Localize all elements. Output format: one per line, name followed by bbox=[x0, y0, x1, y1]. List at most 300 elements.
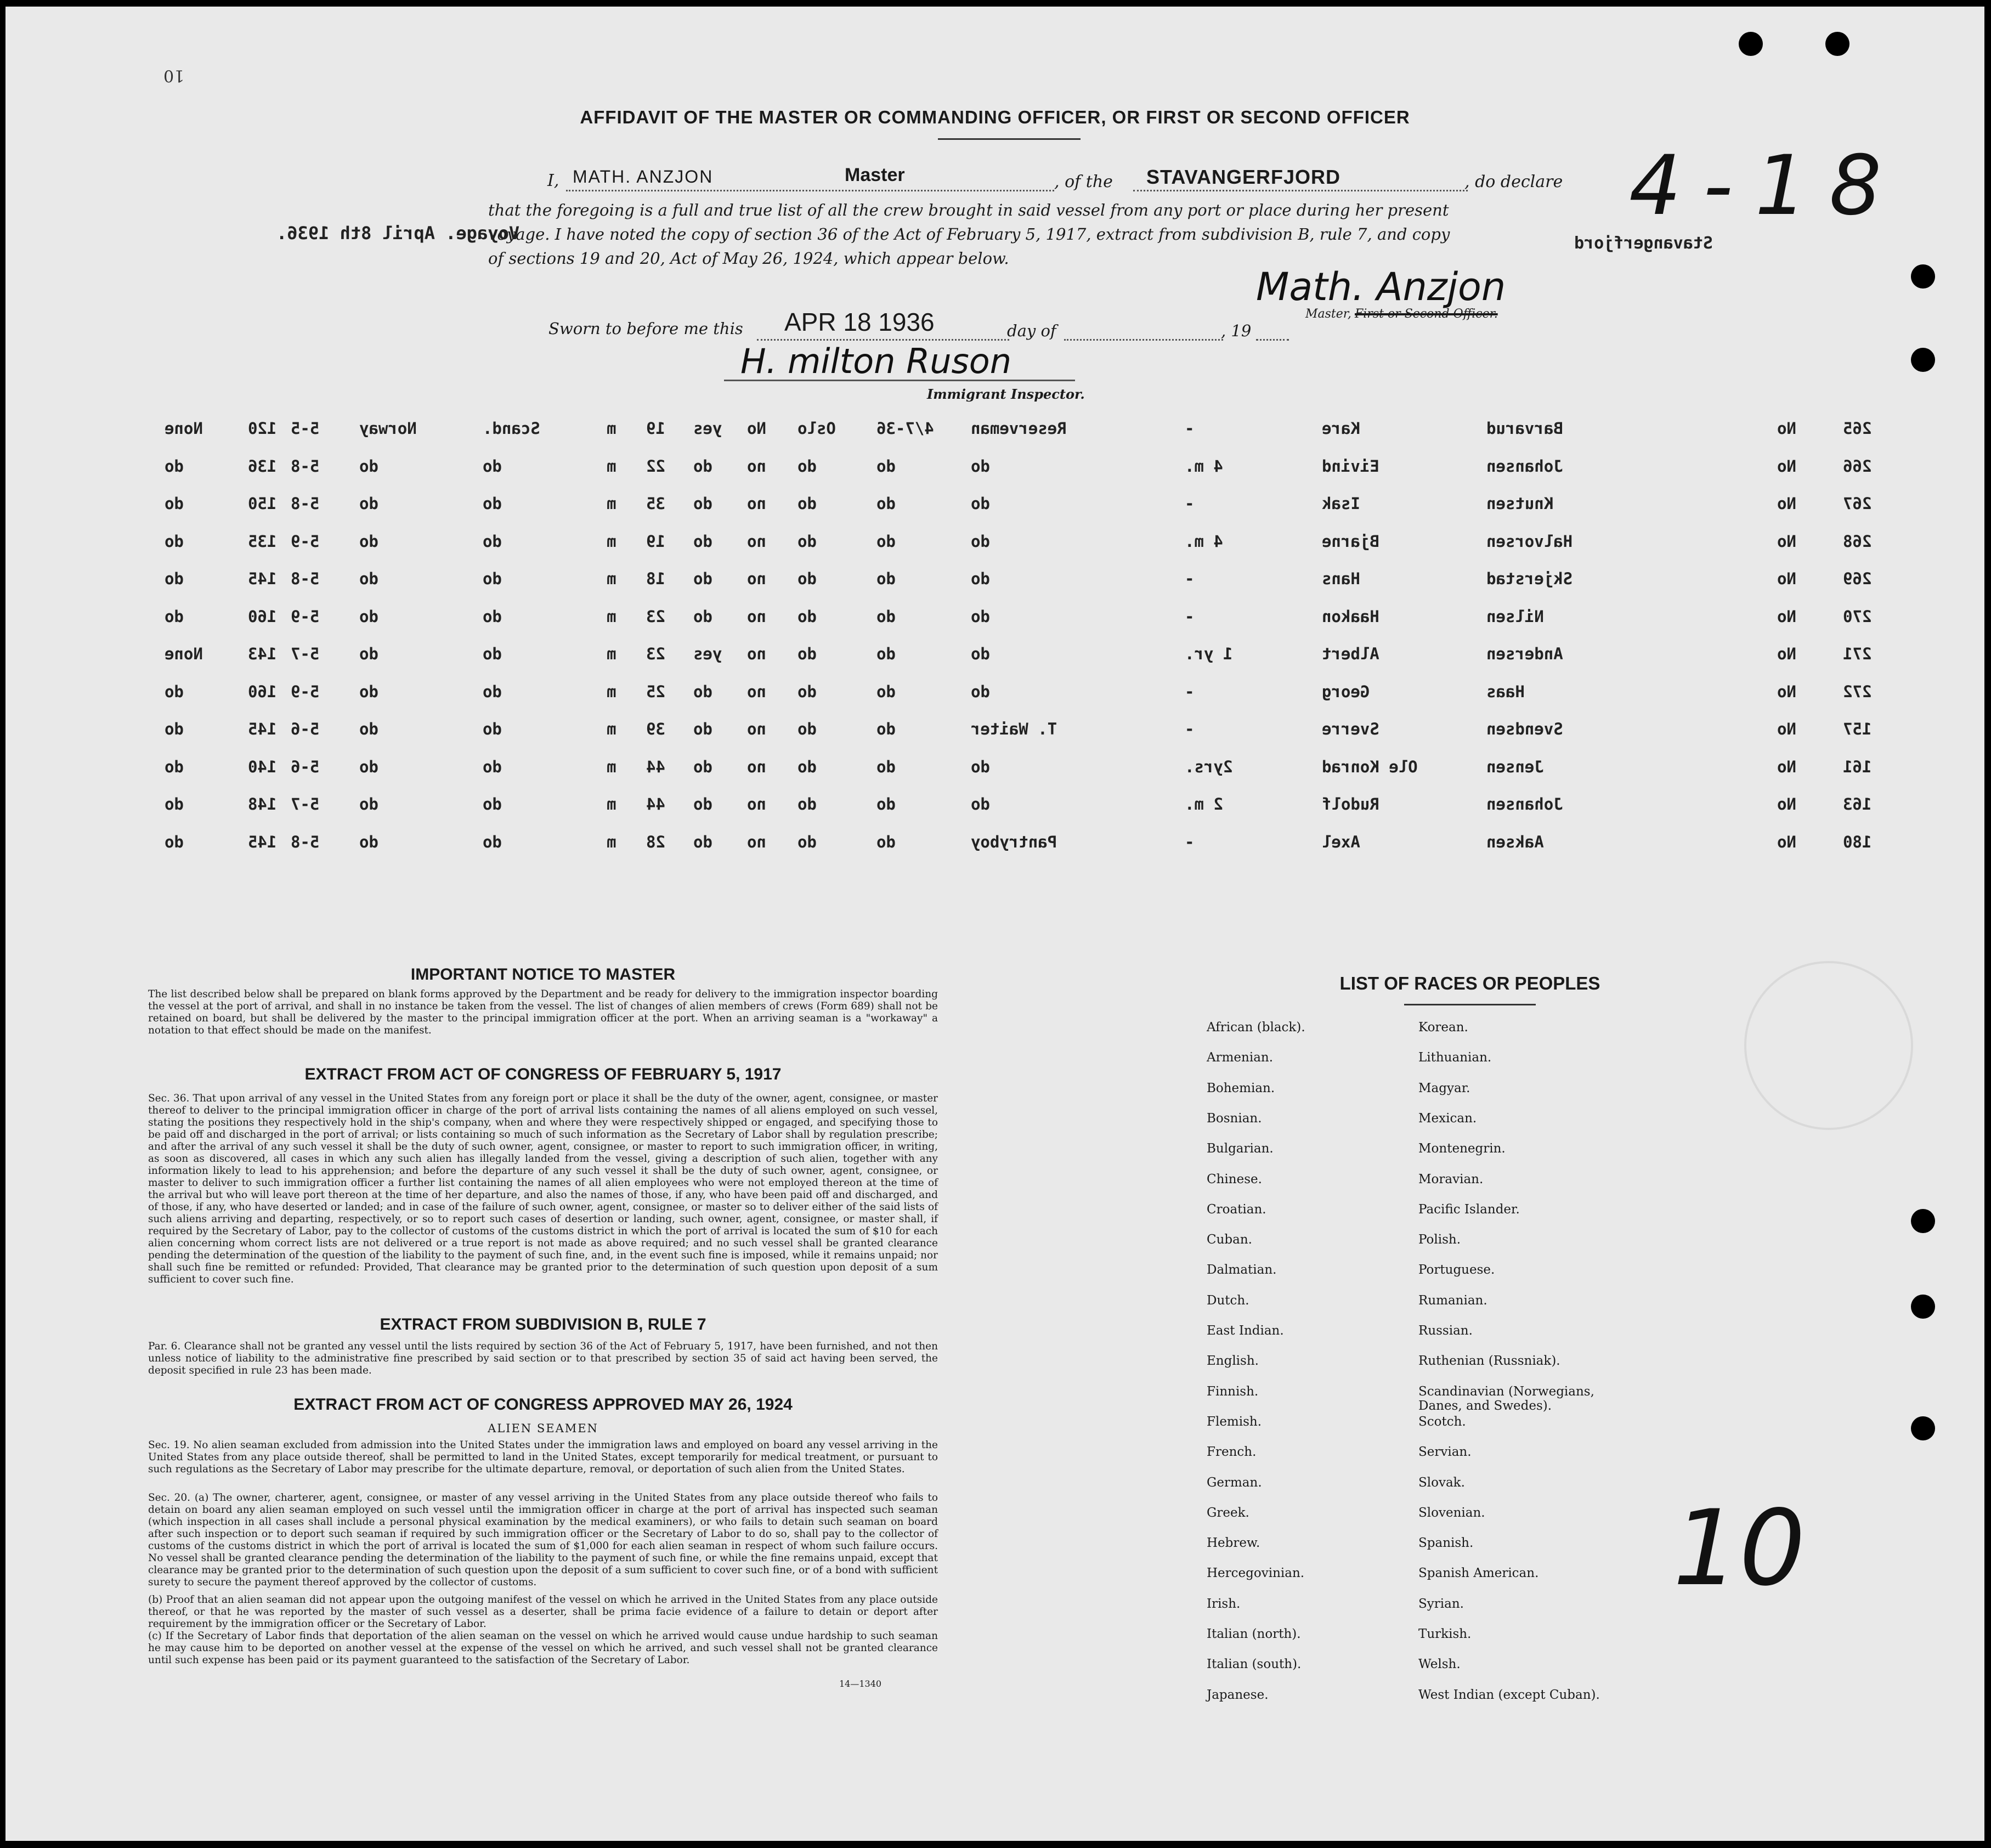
crew-cell-last: Johansen bbox=[1486, 456, 1563, 476]
crew-cell-last: Skjerstad bbox=[1486, 569, 1573, 588]
crew-cell-age-note: 1 yr. bbox=[1185, 645, 1233, 663]
crew-cell-age-note: 2yrs. bbox=[1185, 757, 1233, 776]
race-item: Russian. bbox=[1418, 1324, 1473, 1338]
crew-cell-age: 44 bbox=[646, 795, 665, 813]
crew-cell-country: Norway bbox=[359, 419, 417, 438]
crew-cell-occ: do bbox=[971, 456, 990, 476]
races-title: LIST OF RACES OR PEOPLES bbox=[1339, 973, 1600, 993]
rule-7-title: EXTRACT FROM SUBDIVISION B, RULE 7 bbox=[380, 1315, 706, 1333]
race-item: Portuguese. bbox=[1418, 1263, 1495, 1278]
crew-cell-height: 5-9 bbox=[291, 682, 320, 701]
master-caption: Master, bbox=[1305, 307, 1351, 321]
crew-cell-date: do bbox=[876, 494, 896, 513]
race-item: Chinese. bbox=[1207, 1172, 1262, 1186]
crew-cell-ref: 269 bbox=[1843, 569, 1872, 588]
race-item: Slovenian. bbox=[1418, 1505, 1485, 1520]
crew-cell-nat: do bbox=[483, 532, 502, 551]
crew-cell-nat: do bbox=[483, 795, 502, 813]
extract-1924-title: EXTRACT FROM ACT OF CONGRESS APPROVED MAY 26, 1924 bbox=[293, 1395, 793, 1414]
race-item: Polish. bbox=[1418, 1233, 1461, 1247]
crew-cell-height: 5-8 bbox=[291, 569, 320, 588]
year-label: , 19 bbox=[1221, 321, 1252, 340]
crew-cell-ans2: do bbox=[693, 832, 712, 851]
race-item: Italian (north). bbox=[1207, 1627, 1301, 1641]
handwritten-top-right: 4-18 bbox=[1629, 138, 1904, 234]
crew-cell-no: No bbox=[1777, 494, 1796, 513]
crew-cell-age-note: 2 m. bbox=[1185, 795, 1223, 813]
day-of-label: day of bbox=[1007, 321, 1056, 340]
crew-cell-mark: do bbox=[165, 569, 184, 588]
crew-cell-age: 23 bbox=[646, 607, 665, 626]
punch-hole bbox=[1911, 1416, 1935, 1440]
of-the-label: , of the bbox=[1054, 172, 1113, 191]
race-item: Bohemian. bbox=[1207, 1081, 1275, 1095]
inspector-signature-line bbox=[724, 380, 1075, 381]
race-item: Mexican. bbox=[1418, 1111, 1477, 1126]
crew-cell-occ: do bbox=[971, 757, 990, 776]
crew-cell-port: do bbox=[797, 720, 817, 738]
crew-cell-nat: do bbox=[483, 569, 502, 588]
race-item: Rumanian. bbox=[1418, 1293, 1487, 1308]
crew-cell-mark: do bbox=[165, 456, 184, 476]
crew-cell-ref: 270 bbox=[1843, 607, 1872, 626]
crew-cell-ref: 157 bbox=[1843, 720, 1872, 738]
crew-cell-mark: do bbox=[165, 494, 184, 513]
crew-cell-occ: do bbox=[971, 532, 990, 551]
do-declare-label: , do declare bbox=[1464, 172, 1563, 191]
crew-cell-country: do bbox=[359, 645, 378, 663]
crew-cell-last: Johansen bbox=[1486, 795, 1563, 813]
extract-1917-title: EXTRACT FROM ACT OF CONGRESS OF FEBRUARY 5, 1917 bbox=[304, 1065, 782, 1083]
crew-cell-age: 23 bbox=[646, 645, 665, 663]
crew-cell-ans1: no bbox=[747, 569, 766, 588]
crew-cell-ans2: do bbox=[693, 720, 712, 738]
crew-cell-country: do bbox=[359, 757, 378, 776]
notice-title: IMPORTANT NOTICE TO MASTER bbox=[410, 965, 676, 984]
crew-cell-first: Sverre bbox=[1322, 720, 1379, 738]
punch-hole bbox=[1911, 1295, 1935, 1319]
race-item: Slovak. bbox=[1418, 1475, 1465, 1490]
i-label: I, bbox=[547, 171, 559, 190]
crew-cell-height: 5-8 bbox=[291, 832, 320, 851]
document-page bbox=[5, 7, 1984, 1841]
crew-cell-occ: do bbox=[971, 795, 990, 813]
crew-cell-age-note: 4 m. bbox=[1185, 456, 1223, 476]
crew-cell-ans1: no bbox=[747, 682, 766, 701]
crew-cell-ans1: no bbox=[747, 532, 766, 551]
crew-cell-height: 5-9 bbox=[291, 607, 320, 626]
crew-cell-occ: do bbox=[971, 607, 990, 626]
race-item: Greek. bbox=[1207, 1505, 1249, 1520]
sec-20c-text: (c) If the Secretary of Labor finds that deportation of the alien seaman on the vessel on which he arrived would cause undue hardship to such seaman he may cause him to be deported on another vessel at the expense of the vessel on which he arrived, and such vessel shall not be granted clearance until such expense has been paid or its payment guaranteed to the satisfaction of the Secretary of Labor. bbox=[148, 1630, 938, 1666]
crew-cell-no: No bbox=[1777, 720, 1796, 738]
day-of-line bbox=[1064, 317, 1223, 341]
crew-cell-sex: m bbox=[607, 645, 616, 663]
crew-cell-first: Isak bbox=[1322, 494, 1360, 513]
crew-cell-ref: 268 bbox=[1843, 532, 1872, 551]
crew-cell-ref: 266 bbox=[1843, 456, 1872, 476]
crew-cell-date: do bbox=[876, 569, 896, 588]
inspector-signature: H. milton Ruson bbox=[740, 341, 1012, 381]
race-item: Pacific Islander. bbox=[1418, 1202, 1520, 1217]
crew-cell-nat: do bbox=[483, 832, 502, 851]
crew-cell-sex: m bbox=[607, 607, 616, 626]
race-item: Servian. bbox=[1418, 1445, 1472, 1460]
crew-cell-mark: do bbox=[165, 832, 184, 851]
extract-1917-text: Sec. 36. That upon arrival of any vessel in the United States from any foreign port or place it shall be the duty of the owner, agent, consignee, or master thereof to deliver to the principal immigration officer in charge of the port of arrival lists containing the names of all aliens employed on such vessel, stating the positions they respectively hold in the ship's company, when and where they were respectively shipped or engaged, and specifying those to be paid off and discharged in the port of arrival; or lists containing so much of such information as the Secretary of Labor shall by regulation prescribe; and after the arrival of any such vessel it shall be the duty of such owner, agent, consignee, or master to report to such immigration officer, in writing, as soon as discovered, all cases in which any such alien has illegally landed from the vessel, giving a description of such alien, together with any information likely to lead to his apprehension; and before the departure of any such vessel it shall be the duty of such owner, agent, consignee, or master to deliver to such immigration officer a further list containing the names of all alien employees who were not employed thereon at the time of the arrival but who will leave port thereon at the time of her departure, and also the names of those, if any, who have been paid off and discharged, and of those, if any, who have deserted or landed; and in case of the failure of such owner, agent, consignee, or master so to deliver either of the said lists of such aliens arriving and departing, respectively, or so to report such cases of desertion or landing, such owner, agent, consignee, or master shall, if required by the Secretary of Labor, pay to the collector of customs of the customs district in which the port of arrival is located the sum of $10 for each alien concerning whom correct lists are not delivered or a true report is not made as above required; and no such vessel shall be granted clearance pending the determination of the question of the liability to the payment of such fine, and, in the event such fine is imposed, while it remains unpaid; nor shall such fine be remitted or refunded: Provided, That clearance may be granted prior to the determination of such question upon deposit of a sum sufficient to cover such fine. bbox=[148, 1093, 938, 1285]
crew-cell-nat: do bbox=[483, 645, 502, 663]
crew-cell-port: do bbox=[797, 456, 817, 476]
crew-cell-mark: do bbox=[165, 795, 184, 813]
crew-cell-first: Rudolf bbox=[1322, 795, 1379, 813]
crew-cell-nat: do bbox=[483, 757, 502, 776]
master-name: MATH. ANZJON bbox=[573, 167, 714, 187]
crew-cell-country: do bbox=[359, 456, 378, 476]
crew-cell-first: Axel bbox=[1322, 832, 1360, 851]
crew-cell-nat: do bbox=[483, 456, 502, 476]
punch-hole bbox=[1911, 264, 1935, 289]
crew-row bbox=[132, 532, 1872, 554]
crew-cell-age: 25 bbox=[646, 682, 665, 701]
crew-cell-age: 18 bbox=[646, 569, 665, 588]
crew-row bbox=[132, 720, 1872, 742]
crew-cell-weight: 145 bbox=[248, 569, 277, 588]
crew-cell-last: Halvorsen bbox=[1486, 532, 1573, 551]
crew-cell-occ: Reserveman bbox=[971, 419, 1067, 438]
race-item: Scotch. bbox=[1418, 1414, 1466, 1429]
crew-cell-weight: 120 bbox=[248, 419, 277, 438]
crew-cell-ans1: no bbox=[747, 456, 766, 476]
crew-cell-ans2: do bbox=[693, 569, 712, 588]
crew-cell-port: do bbox=[797, 494, 817, 513]
punch-hole bbox=[1825, 32, 1849, 56]
crew-cell-country: do bbox=[359, 569, 378, 588]
sworn-date-stamp: APR 18 1936 bbox=[784, 308, 935, 336]
affidavit-line-3: voyage. I have noted the copy of section 36 of the Act of February 5, 1917, extract from subdivision B, rule 7, and copy bbox=[488, 225, 1450, 244]
crew-cell-ans2: do bbox=[693, 494, 712, 513]
embossed-seal bbox=[1744, 961, 1913, 1130]
crew-cell-last: Aaksen bbox=[1486, 832, 1544, 851]
crew-cell-first: Ole Konrad bbox=[1322, 757, 1418, 776]
race-item: Bulgarian. bbox=[1207, 1141, 1274, 1156]
crew-cell-weight: 160 bbox=[248, 607, 277, 626]
affidavit-title: AFFIDAVIT OF THE MASTER OR COMMANDING OFFICER, OR FIRST OR SECOND OFFICER bbox=[580, 107, 1410, 127]
crew-cell-no: No bbox=[1777, 456, 1796, 476]
crew-cell-weight: 145 bbox=[248, 832, 277, 851]
crew-cell-no: No bbox=[1777, 682, 1796, 701]
crew-cell-ans1: no bbox=[747, 720, 766, 738]
title-divider bbox=[938, 138, 1081, 140]
crew-cell-ans2: do bbox=[693, 532, 712, 551]
crew-cell-sex: m bbox=[607, 720, 616, 738]
crew-cell-ans2: yes bbox=[693, 645, 722, 663]
crew-row bbox=[132, 607, 1872, 629]
crew-cell-ans1: no bbox=[747, 494, 766, 513]
crew-cell-port: do bbox=[797, 682, 817, 701]
race-item: West Indian (except Cuban). bbox=[1418, 1687, 1600, 1702]
crew-cell-height: 5-6 bbox=[291, 757, 320, 776]
crew-cell-weight: 148 bbox=[248, 795, 277, 813]
crew-cell-no: No bbox=[1777, 795, 1796, 813]
crew-cell-occ: T. Waiter bbox=[971, 720, 1057, 738]
crew-cell-height: 5-5 bbox=[291, 419, 320, 438]
crew-cell-first: Georg bbox=[1322, 682, 1370, 701]
sec-19-text: Sec. 19. No alien seaman excluded from admission into the United States under the immigration laws and employed on board any vessel arriving in the United States from any place outside thereof, shall be permitted to land in the United States, except temporarily for medical treatment, or pursuant to such regulations as the Secretary of Labor may prescribe for the ultimate departure, removal, or deportation of such alien from the United States. bbox=[148, 1439, 938, 1475]
crew-cell-age: 22 bbox=[646, 456, 665, 476]
crew-cell-mark: do bbox=[165, 532, 184, 551]
crew-cell-weight: 136 bbox=[248, 456, 277, 476]
race-item: Croatian. bbox=[1207, 1202, 1266, 1217]
crew-row bbox=[132, 456, 1872, 479]
race-item: Ruthenian (Russniak). bbox=[1418, 1354, 1560, 1369]
handwritten-bottom-right: 10 bbox=[1673, 1488, 1806, 1609]
crew-cell-ref: 272 bbox=[1843, 682, 1872, 701]
crew-row bbox=[132, 757, 1872, 779]
crew-cell-port: do bbox=[797, 532, 817, 551]
crew-cell-first: Albert bbox=[1322, 645, 1379, 663]
crew-row bbox=[132, 569, 1872, 591]
crew-cell-height: 5-6 bbox=[291, 720, 320, 738]
crew-cell-occ: Pantryboy bbox=[971, 832, 1057, 851]
crew-cell-ans2: do bbox=[693, 757, 712, 776]
race-item: Dalmatian. bbox=[1207, 1263, 1277, 1278]
crew-cell-no: No bbox=[1777, 419, 1796, 438]
crew-cell-height: 5-9 bbox=[291, 532, 320, 551]
sec-20b-text: (b) Proof that an alien seaman did not appear upon the outgoing manifest of the vessel on which he arrived in the United States from any place outside thereof, or that he was reported by the master of such vessel as a deserter, shall be prima facie evidence of a failure to detain or deport after requirement by the immigration officer or the Secretary of Labor. bbox=[148, 1594, 938, 1630]
crew-row bbox=[132, 494, 1872, 516]
crew-cell-age-note: - bbox=[1185, 832, 1195, 851]
crew-cell-port: do bbox=[797, 569, 817, 588]
crew-cell-port: do bbox=[797, 795, 817, 813]
crew-cell-last: Haas bbox=[1486, 682, 1525, 701]
crew-cell-weight: 143 bbox=[248, 645, 277, 663]
crew-cell-country: do bbox=[359, 720, 378, 738]
crew-cell-age: 19 bbox=[646, 419, 665, 438]
race-item: Magyar. bbox=[1418, 1081, 1470, 1095]
crew-cell-nat: do bbox=[483, 720, 502, 738]
crew-cell-first: Kare bbox=[1322, 419, 1360, 438]
crew-cell-last: Svendsen bbox=[1486, 720, 1563, 738]
crew-cell-ref: 180 bbox=[1843, 832, 1872, 851]
sworn-label: Sworn to before me this bbox=[548, 319, 743, 338]
crew-row bbox=[132, 645, 1872, 666]
crew-cell-country: do bbox=[359, 532, 378, 551]
crew-cell-sex: m bbox=[607, 757, 616, 776]
crew-cell-date: 4/7-36 bbox=[876, 419, 934, 438]
crew-cell-sex: m bbox=[607, 795, 616, 813]
crew-row bbox=[132, 419, 1872, 441]
race-item: Welsh. bbox=[1418, 1657, 1461, 1672]
crew-cell-weight: 140 bbox=[248, 757, 277, 776]
crew-cell-age-note: - bbox=[1185, 720, 1195, 738]
crew-cell-height: 5-7 bbox=[291, 795, 320, 813]
crew-cell-date: do bbox=[876, 607, 896, 626]
crew-cell-mark: None bbox=[165, 419, 203, 438]
race-item: English. bbox=[1207, 1354, 1259, 1369]
race-item: Irish. bbox=[1207, 1596, 1241, 1611]
sec-20a-text: Sec. 20. (a) The owner, charterer, agent, consignee, or master of any vessel arriving in the United States from any place outside thereof who fails to detain on board any alien seaman employed on such vessel until the immigration officer in charge at the port of arrival has inspected such seaman (which inspection in all cases shall include a personal physical examination by the medical examiners), or who fails to detain such seaman on board after such inspection or to deport such seaman if required by such immigration officer or the Secretary of Labor to do so, shall pay to the collector of customs of the customs district in which the port of arrival is located the sum of $1,000 for each alien seaman in respect of whom such failure occurs. No vessel shall be granted clearance pending the determination of the liability to the payment of such fine, or while the fine remains unpaid, except that clearance may be granted prior to the determination of such question upon the deposit of a sum sufficient to cover such fine, or of a bond with sufficient surety to secure the payment thereof approved by the collector of customs. bbox=[148, 1492, 938, 1588]
crew-cell-ans2: do bbox=[693, 607, 712, 626]
crew-cell-ans1: no bbox=[747, 607, 766, 626]
race-item: Finnish. bbox=[1207, 1384, 1259, 1399]
race-item: Armenian. bbox=[1207, 1050, 1274, 1065]
crew-cell-port: do bbox=[797, 607, 817, 626]
crew-cell-ans1: no bbox=[747, 795, 766, 813]
crew-cell-nat: do bbox=[483, 682, 502, 701]
crew-cell-no: No bbox=[1777, 757, 1796, 776]
race-item: Italian (south). bbox=[1207, 1657, 1302, 1672]
crew-cell-port: do bbox=[797, 832, 817, 851]
affidavit-line-4: of sections 19 and 20, Act of May 26, 1924, which appear below. bbox=[488, 249, 1009, 268]
crew-cell-height: 5-8 bbox=[291, 494, 320, 513]
race-item: Dutch. bbox=[1207, 1293, 1249, 1308]
crew-cell-mark: do bbox=[165, 682, 184, 701]
crew-cell-date: do bbox=[876, 720, 896, 738]
crew-cell-occ: do bbox=[971, 645, 990, 663]
race-item: Bosnian. bbox=[1207, 1111, 1262, 1126]
crew-cell-weight: 150 bbox=[248, 494, 277, 513]
race-item: Syrian. bbox=[1418, 1596, 1464, 1611]
crew-cell-mark: do bbox=[165, 607, 184, 626]
race-item: Cuban. bbox=[1207, 1233, 1252, 1247]
master-signature: Math. Anzjon bbox=[1256, 264, 1506, 309]
crew-cell-age-note: - bbox=[1185, 569, 1195, 588]
rule-7-text: Par. 6. Clearance shall not be granted any vessel until the lists required by section 36 of the Act of February 5, 1917, have been furnished, and not then unless notice of liability to the administrative fine prescribed by said section or to that prescribed by section 35 of said act having been served, the deposit specified in rule 23 has been made. bbox=[148, 1341, 938, 1376]
crew-cell-date: do bbox=[876, 645, 896, 663]
crew-cell-ref: 265 bbox=[1843, 419, 1872, 438]
crew-cell-ans1: no bbox=[747, 645, 766, 663]
crew-cell-no: No bbox=[1777, 607, 1796, 626]
race-item: African (black). bbox=[1207, 1020, 1305, 1035]
crew-cell-sex: m bbox=[607, 456, 616, 476]
crew-cell-ref: 271 bbox=[1843, 645, 1872, 663]
race-item: Spanish American. bbox=[1418, 1566, 1539, 1581]
crew-cell-height: 5-7 bbox=[291, 645, 320, 663]
race-item: Spanish. bbox=[1418, 1536, 1474, 1551]
mirrored-vessel-name: Stavangerfjord bbox=[1574, 234, 1713, 253]
crew-cell-last: Knutsen bbox=[1486, 494, 1554, 513]
mirrored-voyage-date: Voyage. April 8th 1936. bbox=[276, 223, 520, 244]
crew-cell-age-note: - bbox=[1185, 682, 1195, 701]
crew-cell-date: do bbox=[876, 682, 896, 701]
crew-cell-ans2: do bbox=[693, 682, 712, 701]
punch-hole bbox=[1739, 32, 1763, 56]
crew-cell-last: Jensen bbox=[1486, 757, 1544, 776]
crew-cell-age: 28 bbox=[646, 832, 665, 851]
crew-cell-occ: do bbox=[971, 569, 990, 588]
race-item: Lithuanian. bbox=[1418, 1050, 1492, 1065]
crew-cell-mark: do bbox=[165, 757, 184, 776]
extract-1924-subtitle: ALIEN SEAMEN bbox=[488, 1422, 598, 1435]
crew-cell-port: do bbox=[797, 645, 817, 663]
crew-cell-ans1: No bbox=[747, 419, 766, 438]
race-item: Korean. bbox=[1418, 1020, 1468, 1035]
inspector-caption: Immigrant Inspector. bbox=[927, 386, 1085, 402]
crew-cell-port: Oslo bbox=[797, 419, 836, 438]
crew-cell-occ: do bbox=[971, 682, 990, 701]
crew-cell-mark: None bbox=[165, 645, 203, 663]
crew-cell-sex: m bbox=[607, 532, 616, 551]
race-item: East Indian. bbox=[1207, 1324, 1284, 1338]
race-item: Japanese. bbox=[1207, 1687, 1269, 1702]
crew-cell-first: Eivind bbox=[1322, 456, 1379, 476]
crew-cell-first: Bjarne bbox=[1322, 532, 1379, 551]
crew-cell-age: 39 bbox=[646, 720, 665, 738]
crew-row bbox=[132, 682, 1872, 704]
punch-hole bbox=[1911, 348, 1935, 372]
race-item: Flemish. bbox=[1207, 1414, 1262, 1429]
crew-cell-country: do bbox=[359, 607, 378, 626]
crew-cell-age-note: - bbox=[1185, 419, 1195, 438]
crew-cell-occ: do bbox=[971, 494, 990, 513]
crew-cell-first: Haakon bbox=[1322, 607, 1379, 626]
crew-cell-ans2: do bbox=[693, 456, 712, 476]
crew-cell-nat: do bbox=[483, 607, 502, 626]
year-line bbox=[1256, 317, 1289, 341]
crew-cell-date: do bbox=[876, 757, 896, 776]
crew-cell-ans2: do bbox=[693, 795, 712, 813]
crew-cell-no: No bbox=[1777, 569, 1796, 588]
vessel-name: STAVANGERFJORD bbox=[1146, 166, 1341, 188]
race-item: Hercegovinian. bbox=[1207, 1566, 1305, 1581]
crew-cell-weight: 135 bbox=[248, 532, 277, 551]
crew-cell-weight: 145 bbox=[248, 720, 277, 738]
form-number: 14—1340 bbox=[839, 1679, 882, 1689]
crew-cell-age: 44 bbox=[646, 757, 665, 776]
race-item: Scandinavian (Norwegians, Danes, and Swedes). bbox=[1418, 1384, 1594, 1413]
crew-cell-date: do bbox=[876, 795, 896, 813]
crew-cell-country: do bbox=[359, 795, 378, 813]
affidavit-line-2: that the foregoing is a full and true list of all the crew brought in said vessel from any port or place during her present bbox=[488, 201, 1449, 219]
crew-cell-age-note: 4 m. bbox=[1185, 532, 1223, 551]
crew-cell-sex: m bbox=[607, 682, 616, 701]
crew-cell-ref: 163 bbox=[1843, 795, 1872, 813]
crew-cell-nat: do bbox=[483, 494, 502, 513]
crew-cell-sex: m bbox=[607, 832, 616, 851]
crew-cell-nat: Scand. bbox=[483, 419, 540, 438]
crew-cell-ans1: no bbox=[747, 757, 766, 776]
crew-cell-no: No bbox=[1777, 645, 1796, 663]
crew-cell-date: do bbox=[876, 532, 896, 551]
crew-cell-first: Hans bbox=[1322, 569, 1360, 588]
race-item: Montenegrin. bbox=[1418, 1141, 1506, 1156]
master-caption-struck: First or Second Officer. bbox=[1355, 307, 1498, 321]
crew-cell-sex: m bbox=[607, 569, 616, 588]
crew-cell-country: do bbox=[359, 682, 378, 701]
race-item: German. bbox=[1207, 1475, 1262, 1490]
crew-cell-ans1: no bbox=[747, 832, 766, 851]
punch-hole bbox=[1911, 1209, 1935, 1233]
crew-cell-last: Andersen bbox=[1486, 645, 1563, 663]
crew-cell-country: do bbox=[359, 832, 378, 851]
crew-cell-no: No bbox=[1777, 832, 1796, 851]
crew-row bbox=[132, 832, 1872, 855]
race-item: Turkish. bbox=[1418, 1627, 1472, 1641]
crew-cell-ref: 267 bbox=[1843, 494, 1872, 513]
crew-cell-ref: 161 bbox=[1843, 757, 1872, 776]
crew-cell-last: Barvarud bbox=[1486, 419, 1563, 438]
crew-cell-port: do bbox=[797, 757, 817, 776]
crew-cell-sex: m bbox=[607, 419, 616, 438]
crew-cell-age: 19 bbox=[646, 532, 665, 551]
crew-row bbox=[132, 795, 1872, 817]
crew-cell-no: No bbox=[1777, 532, 1796, 551]
race-item: Hebrew. bbox=[1207, 1536, 1260, 1551]
crew-cell-age-note: - bbox=[1185, 607, 1195, 626]
crew-cell-age-note: - bbox=[1185, 494, 1195, 513]
rank: Master bbox=[845, 165, 905, 185]
crew-cell-country: do bbox=[359, 494, 378, 513]
